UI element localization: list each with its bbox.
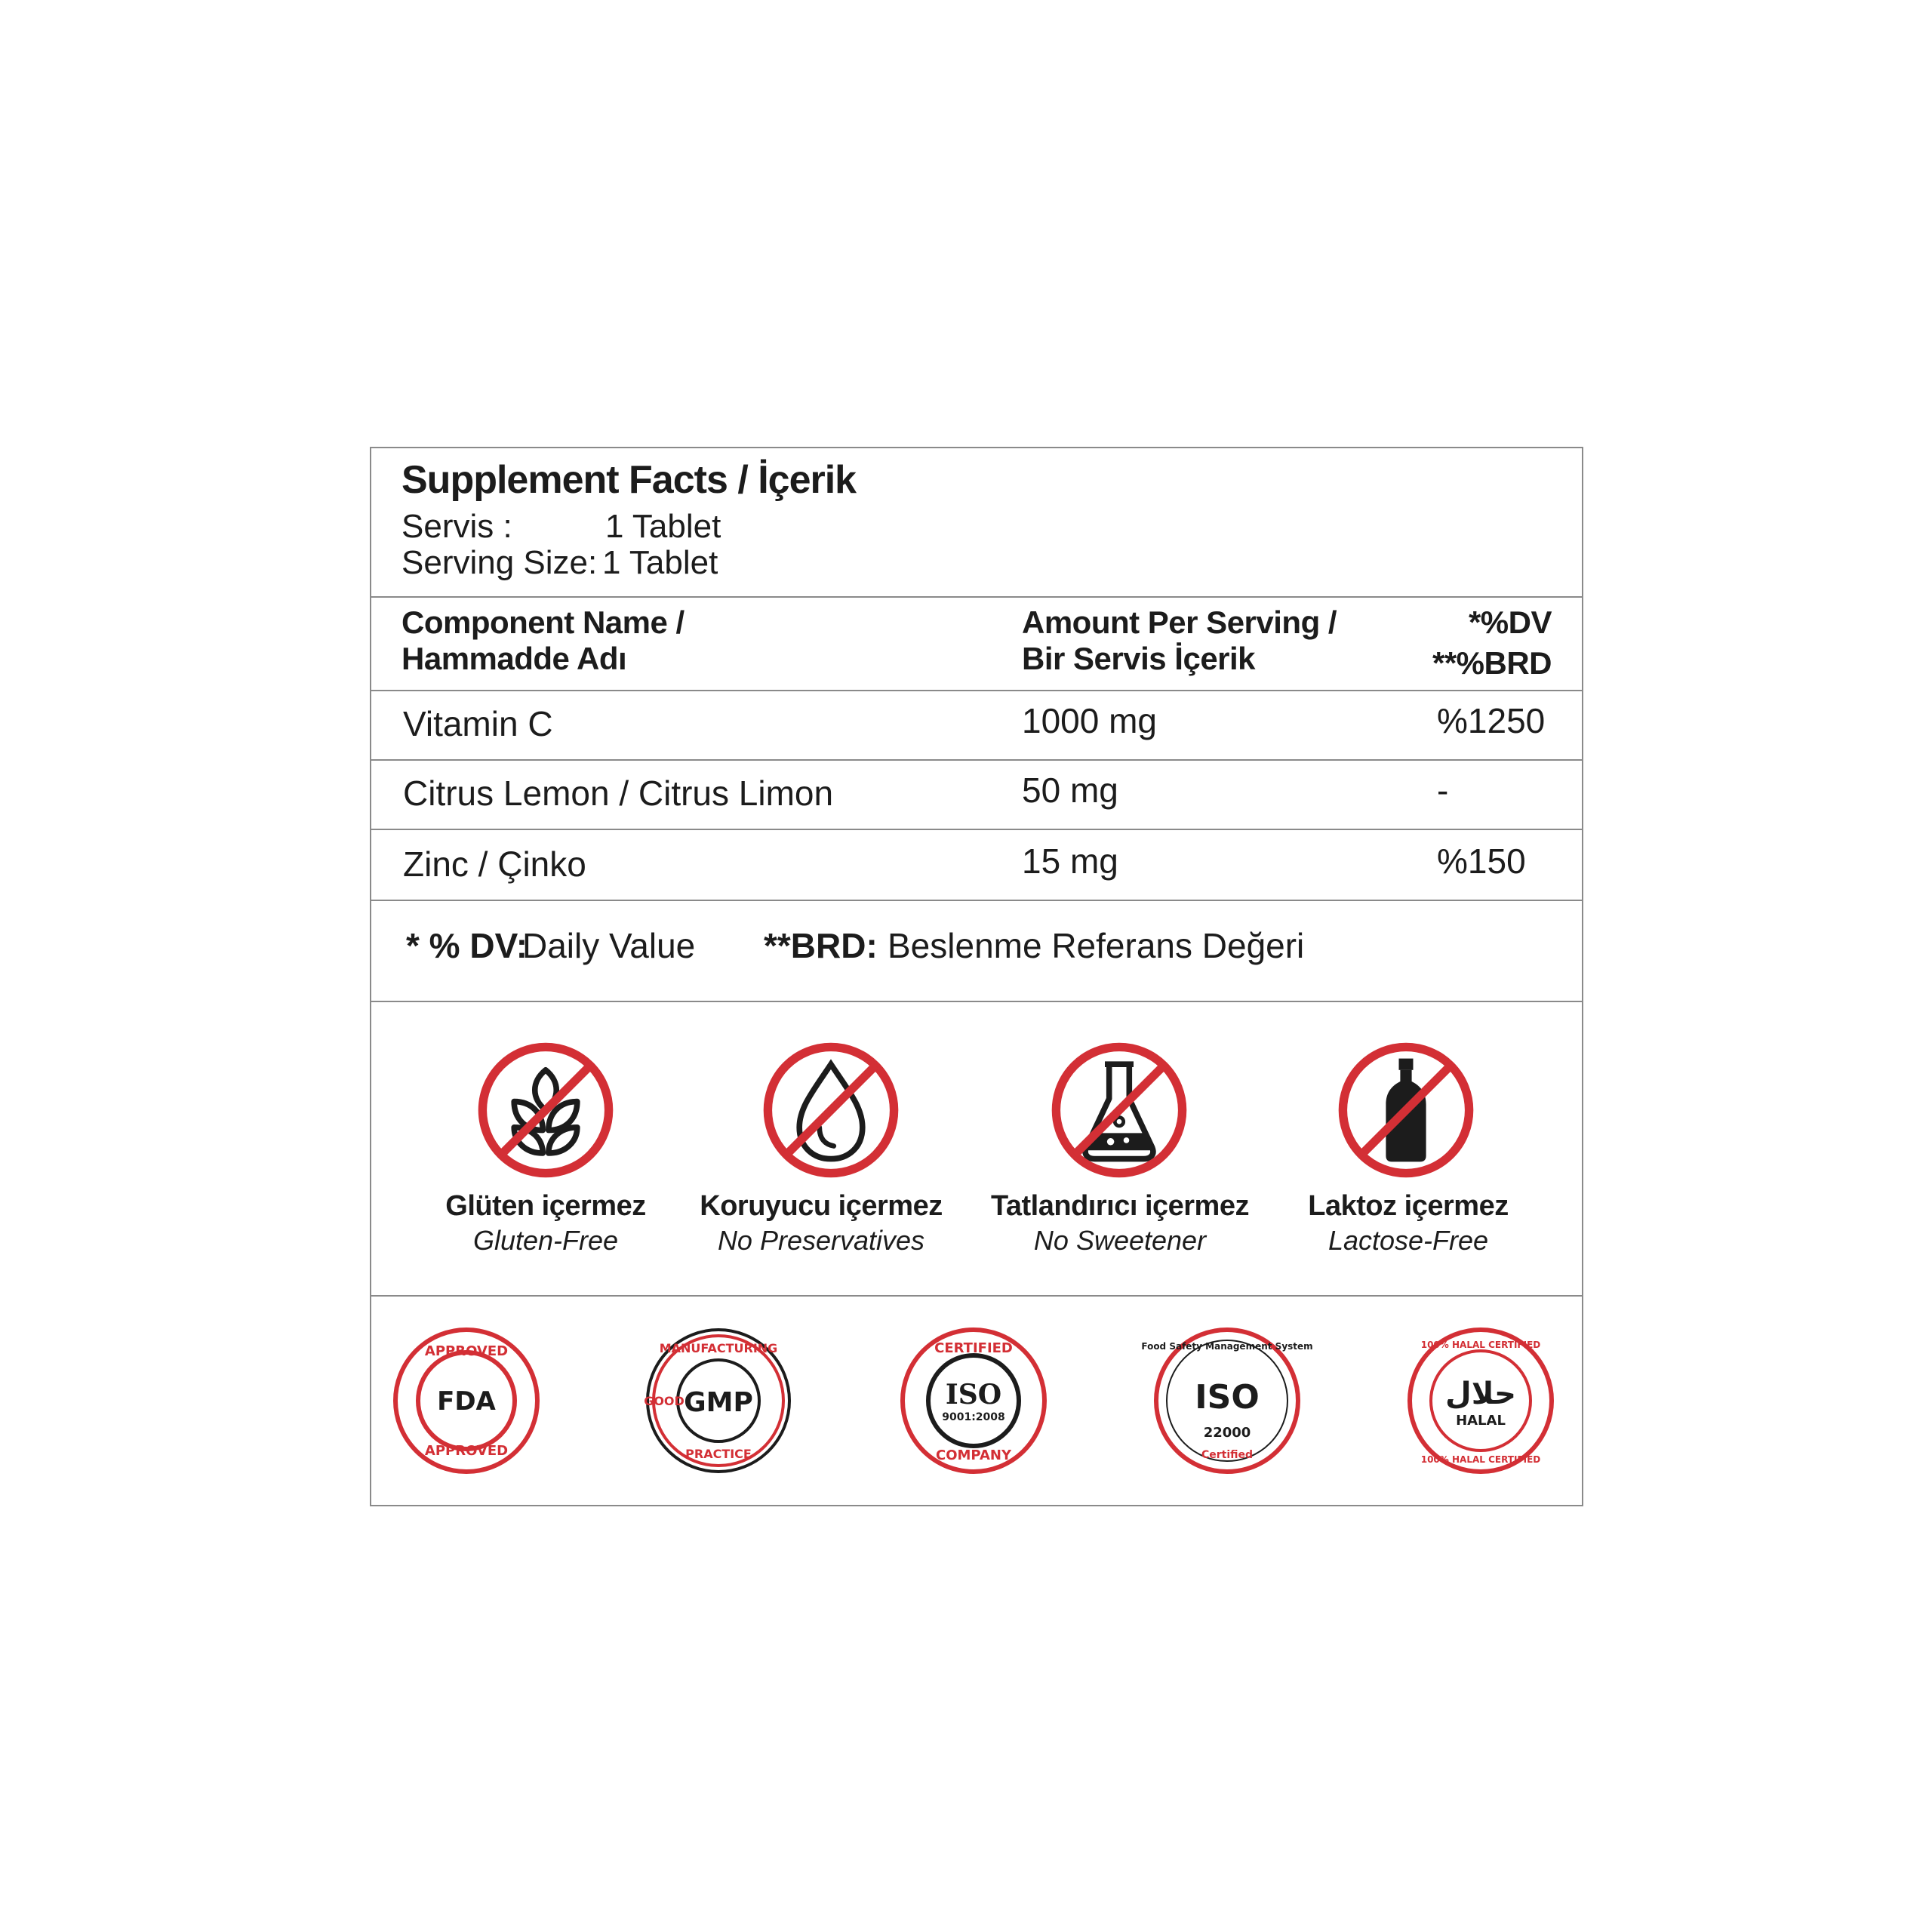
page-title: Supplement Facts / İçerik [401,458,857,502]
row-dv: - [1437,771,1449,810]
svg-text:APPROVED: APPROVED [424,1343,509,1359]
footnote-brd-text: Beslenme Referans Değeri [888,926,1305,965]
column-header-name-line1: Component Name / [401,605,685,640]
divider [371,1001,1582,1002]
halal-seal [1405,1325,1556,1476]
no-lactose-icon [1334,1038,1478,1182]
svg-text:حلال: حلال [1445,1377,1516,1411]
no-preservatives-label [663,1189,980,1257]
footnote-dv-key: * % DV: [406,926,528,965]
row-dv: %1250 [1437,701,1546,740]
svg-text:ISO: ISO [945,1379,1002,1411]
servis-value: 1 Tablet [605,508,721,545]
svg-text:MANUFACTURING: MANUFACTURING [659,1341,778,1355]
fda-approved-seal [391,1325,542,1476]
svg-text:APPROVED: APPROVED [424,1443,509,1459]
row-name: Zinc / Çinko [403,844,586,884]
no-sweetener-icon [1048,1038,1191,1182]
no-sweetener-label [961,1189,1278,1257]
svg-text:COMPANY: COMPANY [936,1447,1011,1463]
gmp-seal [643,1325,794,1476]
svg-text:22000: 22000 [1203,1425,1251,1441]
label-en: No Preservatives [717,1224,925,1256]
servis-label: Servis : [401,508,512,545]
label-tr: Koruyucu içermez [700,1190,943,1222]
gluten-free-label [387,1189,704,1257]
row-name: Citrus Lemon / Citrus Limon [403,774,834,813]
lactose-free-label [1250,1189,1567,1257]
svg-text:GOOD: GOOD [644,1394,685,1408]
row-amount: 1000 mg [1022,701,1158,740]
svg-text:FDA: FDA [437,1386,496,1417]
divider [371,900,1582,901]
svg-text:Certified: Certified [1201,1449,1254,1461]
iso-22000-seal [1141,1325,1313,1476]
svg-text:PRACTICE: PRACTICE [685,1447,752,1461]
serving-size-value: 1 Tablet [602,544,718,581]
row-dv: %150 [1437,841,1526,881]
svg-text:HALAL: HALAL [1456,1413,1506,1429]
svg-text:GMP: GMP [684,1387,753,1418]
svg-text:9001:2008: 9001:2008 [942,1411,1005,1423]
divider [371,829,1582,830]
footnote-dv-text: Daily Value [522,926,696,965]
divider [371,596,1582,598]
footnote-brd-key: **BRD: [764,926,878,965]
divider [371,759,1582,761]
svg-text:100% HALAL CERTIFIED: 100% HALAL CERTIFIED [1420,1340,1541,1350]
label-tr: Laktoz içermez [1308,1190,1509,1222]
svg-text:CERTIFIED: CERTIFIED [934,1340,1013,1356]
column-header-brd: **%BRD [1432,645,1552,681]
label-tr: Tatlandırıcı içermez [991,1190,1249,1222]
row-name: Vitamin C [403,704,553,743]
iso-9001-seal [898,1325,1049,1476]
label-tr: Glüten içermez [445,1190,646,1222]
svg-text:Food Safety Management System: Food Safety Management System [1141,1341,1313,1352]
label-en: No Sweetener [1033,1224,1207,1256]
label-en: Lactose-Free [1327,1224,1489,1256]
row-amount: 15 mg [1022,841,1118,881]
row-amount: 50 mg [1022,771,1118,810]
no-gluten-icon [474,1038,617,1182]
svg-text:ISO: ISO [1195,1378,1260,1417]
svg-text:100% HALAL CERTIFIED: 100% HALAL CERTIFIED [1420,1454,1541,1465]
column-header-dv: *%DV [1468,605,1552,640]
divider [371,690,1582,691]
column-header-amount-line2: Bir Servis İçerik [1022,641,1256,676]
column-header-name-line2: Hammadde Adı [401,641,627,676]
divider [371,1295,1582,1297]
column-header-amount-line1: Amount Per Serving / [1022,605,1337,640]
label-en: Gluten-Free [472,1224,619,1256]
no-preservatives-icon [759,1038,903,1182]
serving-size-label: Serving Size: [401,544,598,581]
